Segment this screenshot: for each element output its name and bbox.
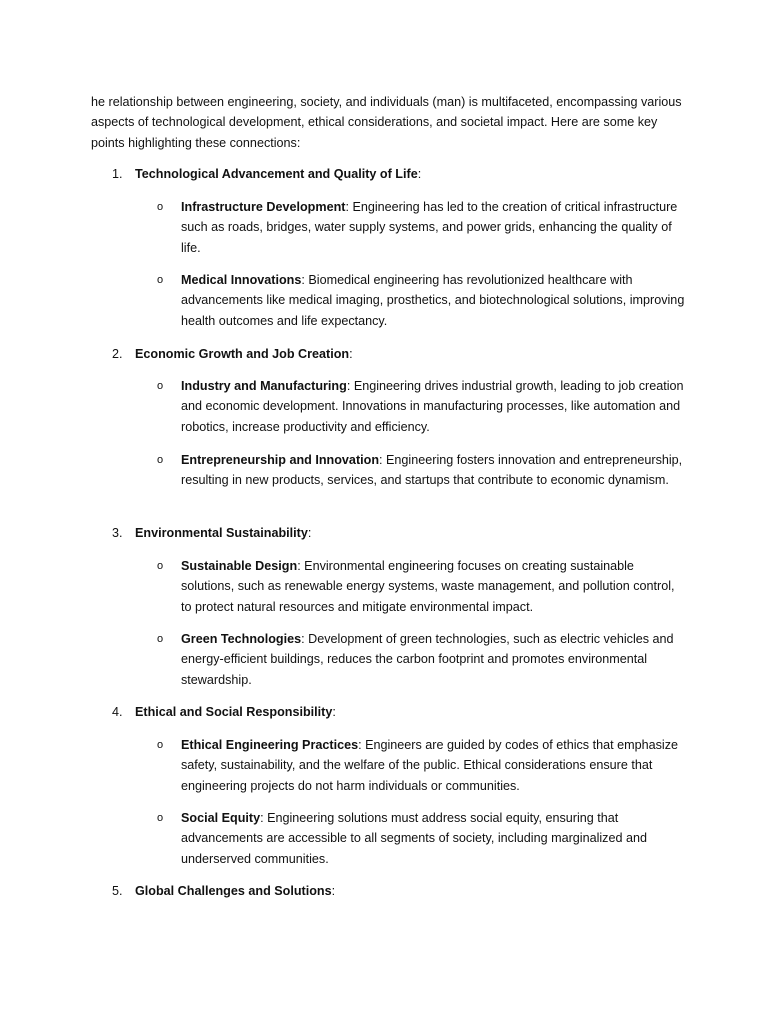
item-title: Social Equity: [181, 811, 261, 825]
bullet-icon: o: [157, 812, 164, 824]
section-heading-4: 4. Ethical and Social Responsibility:: [112, 702, 692, 722]
section-title: Ethical and Social Responsibility: [135, 705, 333, 719]
section-title: Environmental Sustainability: [135, 526, 308, 540]
bullet-icon: o: [157, 560, 164, 572]
section-title: Technological Advancement and Quality of Life: [135, 167, 418, 181]
item-title: Sustainable Design: [181, 559, 298, 573]
section-title: Global Challenges and Solutions: [135, 884, 332, 898]
bullet-icon: o: [157, 454, 164, 466]
bullet-icon: o: [157, 739, 164, 751]
list-item: [157, 270, 686, 331]
item-title: Medical Innovations: [181, 273, 302, 287]
section-number: 3.: [112, 526, 123, 540]
item-text: : Environmental engineering focuses on creating sustainable solutions, such as renewable energy systems, waste management, and pollution control, to protect natural resources and mitigate environmental impact.: [181, 559, 675, 614]
section-number: 5.: [112, 884, 123, 898]
item-title: Entrepreneurship and Innovation: [181, 453, 380, 467]
bullet-icon: o: [157, 380, 164, 392]
item-title: Infrastructure Development: [181, 200, 346, 214]
section-heading-5: 5. Global Challenges and Solutions:: [112, 881, 692, 901]
list-item: [157, 197, 686, 258]
list-item: [157, 629, 686, 690]
item-title: Industry and Manufacturing: [181, 379, 347, 393]
section-heading-3: 3. Environmental Sustainability:: [112, 523, 692, 543]
item-text: : Engineering drives industrial growth, leading to job creation and economic development. Innovations in manufacturing processes, like automation and robotics, increase productivity and efficiency.: [181, 379, 684, 434]
list-item: [157, 808, 686, 869]
section-number: 2.: [112, 347, 123, 361]
section-number: 1.: [112, 167, 123, 181]
section-heading-1: 1. Technological Advancement and Quality of Life:: [112, 164, 692, 184]
bullet-icon: o: [157, 633, 164, 645]
bullet-icon: o: [157, 201, 164, 213]
item-text: : Engineering has led to the creation of critical infrastructure such as roads, bridges, water supply systems, and power grids, enhancing the quality of life.: [181, 200, 678, 255]
item-text: : Biomedical engineering has revolutionized healthcare with advancements like medical imaging, prosthetics, and biotechnological solutions, improving health outcomes and life expectancy.: [181, 273, 685, 328]
item-title: Green Technologies: [181, 632, 302, 646]
list-item: [157, 450, 686, 491]
list-item: [157, 556, 686, 617]
item-text: : Engineering solutions must address social equity, ensuring that advancements are accessible to all segments of society, including marginalized and underserved communities.: [181, 811, 647, 866]
item-text: : Development of green technologies, such as electric vehicles and energy-efficient buildings, reduces the carbon footprint and promotes environmental stewardship.: [181, 632, 674, 687]
list-item: [157, 376, 686, 437]
list-item: [157, 735, 686, 796]
bullet-icon: o: [157, 274, 164, 286]
item-text: : Engineers are guided by codes of ethics that emphasize safety, sustainability, and the welfare of the public. Ethical considerations ensure that engineering projects do not harm individuals or communities.: [181, 738, 679, 793]
item-title: Ethical Engineering Practices: [181, 738, 359, 752]
section-title: Economic Growth and Job Creation: [135, 347, 350, 361]
section-heading-2: 2. Economic Growth and Job Creation:: [112, 344, 692, 364]
item-text: : Engineering fosters innovation and entrepreneurship, resulting in new products, services, and startups that contribute to economic dynamism.: [181, 453, 683, 488]
intro-paragraph: he relationship between engineering, society, and individuals (man) is multifaceted, encompassing various aspects of technological development, ethical considerations, and societal impact. Here are some key points highlighting these connections:: [91, 95, 682, 150]
section-number: 4.: [112, 705, 123, 719]
